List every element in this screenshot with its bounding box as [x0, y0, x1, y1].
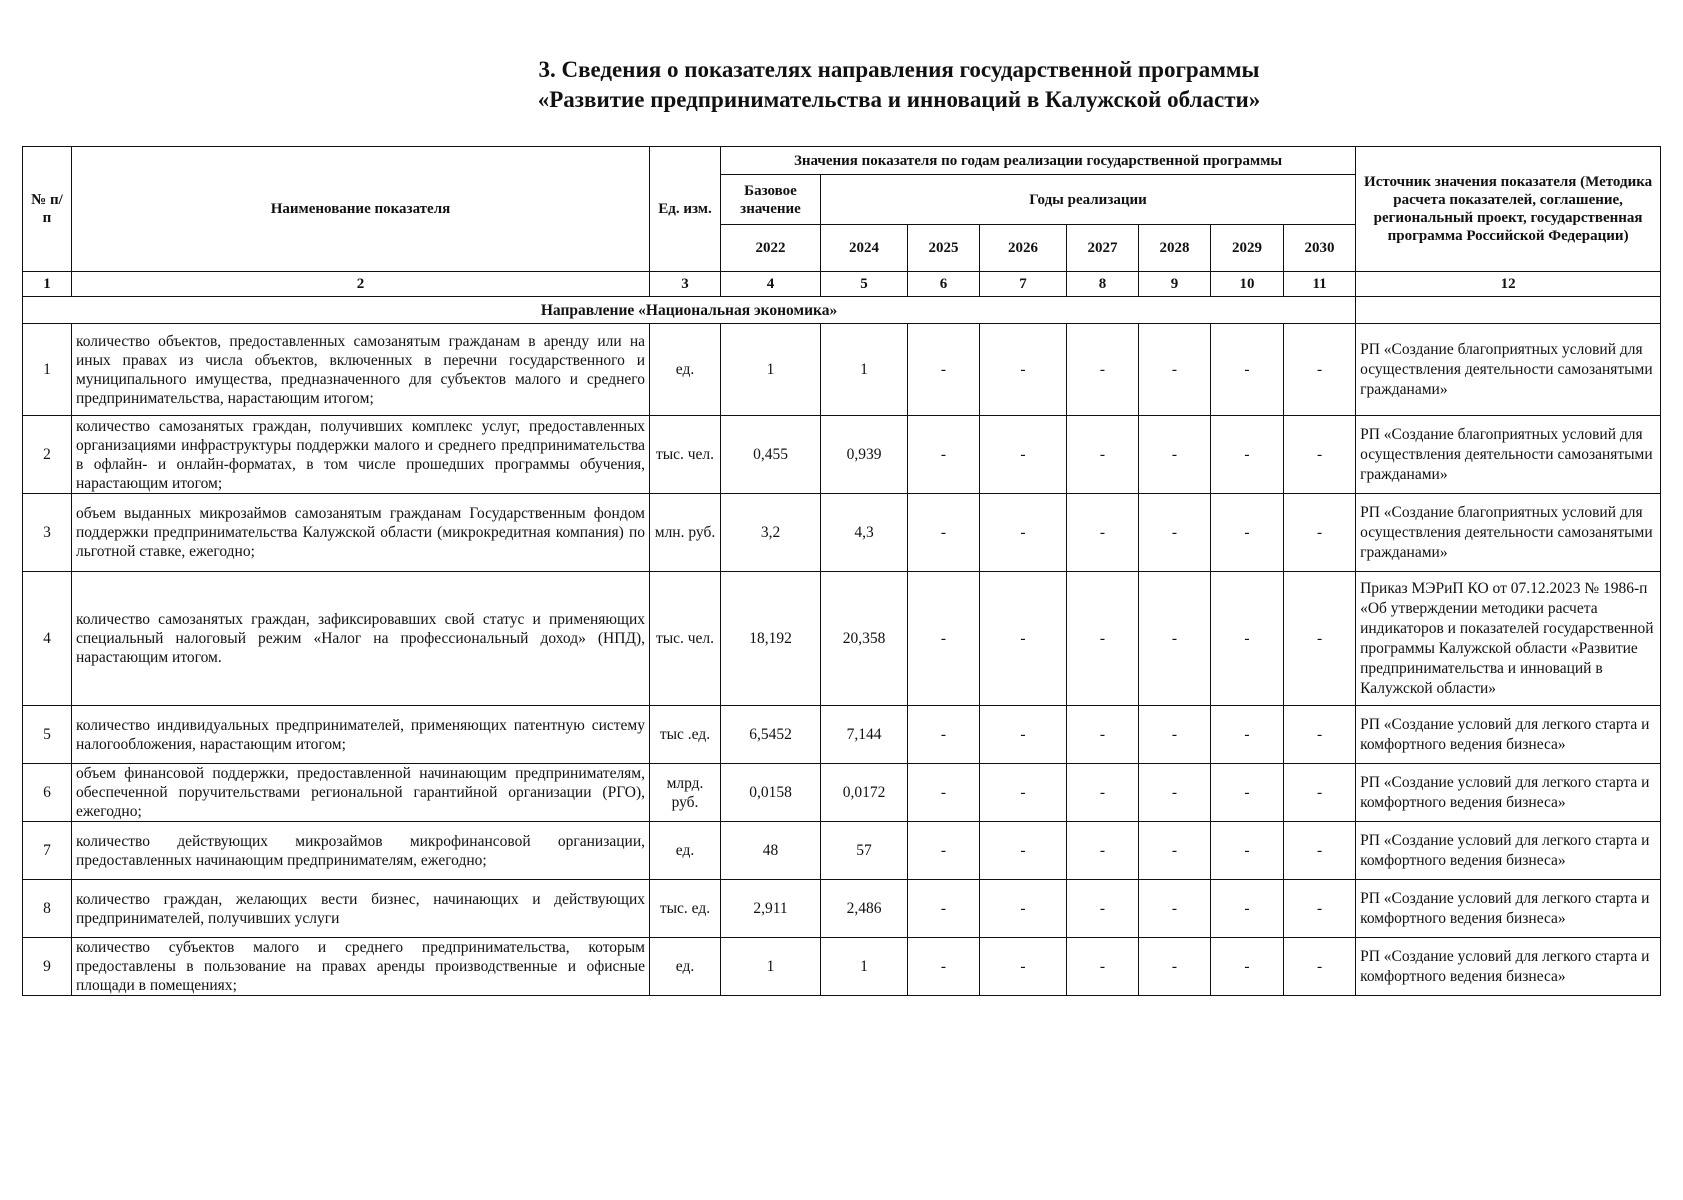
- table-row: [23, 822, 1661, 880]
- column-number: 7: [980, 272, 1067, 297]
- value-cell: -: [1284, 416, 1356, 494]
- value-cell: -: [1139, 764, 1211, 822]
- source-cell: РП «Создание условий для легкого старта и комфортного ведения бизнеса»: [1356, 822, 1661, 880]
- source-cell: РП «Создание условий для легкого старта и комфортного ведения бизнеса»: [1356, 938, 1661, 996]
- value-cell: -: [908, 822, 980, 880]
- header-source: Источник значения показателя (Методика расчета показателей, соглашение, региональный проект, государственная программа Российской Федерации): [1356, 147, 1661, 272]
- column-numbers-row: [23, 272, 1661, 297]
- value-cell: -: [980, 822, 1067, 880]
- unit: ед.: [650, 938, 721, 996]
- value-cell: -: [1284, 494, 1356, 572]
- value-cell: -: [1139, 880, 1211, 938]
- row-number: 3: [23, 494, 72, 572]
- value-cell: -: [980, 706, 1067, 764]
- column-number: 12: [1356, 272, 1661, 297]
- value-cell: -: [1067, 494, 1139, 572]
- value-cell: -: [980, 416, 1067, 494]
- value-cell: -: [1067, 822, 1139, 880]
- table-row: [23, 416, 1661, 494]
- value-cell: -: [1211, 572, 1284, 706]
- value-cell: 2,486: [821, 880, 908, 938]
- source-cell: Приказ МЭРиП КО от 07.12.2023 № 1986-п «Об утверждении методики расчета индикаторов и показателей государственной программы Калужской области «Развитие предпринимательства и инноваций в Калужской области»: [1356, 572, 1661, 706]
- unit: тыс. ед.: [650, 880, 721, 938]
- value-cell: -: [908, 880, 980, 938]
- header-year: 2024: [821, 225, 908, 272]
- value-cell: -: [1139, 822, 1211, 880]
- value-cell: -: [1211, 416, 1284, 494]
- indicator-name: количество самозанятых граждан, получивших комплекс услуг, предоставленных организациями инфраструктуры поддержки малого и среднего предпринимательства в офлайн- и онлайн-форматах, в том числе прошедших программы обучения, нарастающим итогом;: [72, 416, 650, 494]
- title-line-1: 3. Сведения о показателях направления государственной программы: [538, 57, 1260, 82]
- section-heading: Направление «Национальная экономика»: [23, 297, 1356, 324]
- value-cell: -: [980, 880, 1067, 938]
- unit: тыс. чел.: [650, 572, 721, 706]
- value-cell: -: [1139, 572, 1211, 706]
- unit: ед.: [650, 822, 721, 880]
- table-row: [23, 764, 1661, 822]
- indicator-name: объем финансовой поддержки, предоставленной начинающим предпринимателям, обеспеченной поручительствами региональной гарантийной организации (РГО), ежегодно;: [72, 764, 650, 822]
- value-cell: -: [908, 324, 980, 416]
- value-cell: -: [980, 324, 1067, 416]
- value-cell: -: [1067, 938, 1139, 996]
- header-name: Наименование показателя: [72, 147, 650, 272]
- source-cell: РП «Создание условий для легкого старта и комфортного ведения бизнеса»: [1356, 880, 1661, 938]
- value-cell: -: [1211, 494, 1284, 572]
- value-cell: -: [1139, 416, 1211, 494]
- row-number: 6: [23, 764, 72, 822]
- header-base: Базовое значение: [721, 175, 821, 225]
- table-row: [23, 706, 1661, 764]
- value-cell: -: [980, 572, 1067, 706]
- value-cell: -: [1139, 938, 1211, 996]
- document-title: [0, 55, 1683, 115]
- value-cell: -: [1067, 706, 1139, 764]
- indicator-name: количество индивидуальных предпринимателей, применяющих патентную систему налогообложения, нарастающим итогом;: [72, 706, 650, 764]
- column-number: 8: [1067, 272, 1139, 297]
- row-number: 2: [23, 416, 72, 494]
- column-number: 6: [908, 272, 980, 297]
- value-cell: -: [1139, 706, 1211, 764]
- value-cell: -: [1284, 938, 1356, 996]
- column-number: 10: [1211, 272, 1284, 297]
- value-cell: 0,0172: [821, 764, 908, 822]
- column-number: 1: [23, 272, 72, 297]
- table-row: [23, 324, 1661, 416]
- source-cell: РП «Создание условий для легкого старта и комфортного ведения бизнеса»: [1356, 764, 1661, 822]
- section-source-cell: [1356, 297, 1661, 324]
- column-number: 4: [721, 272, 821, 297]
- value-cell: -: [908, 416, 980, 494]
- header-year: 2022: [721, 225, 821, 272]
- unit: тыс .ед.: [650, 706, 721, 764]
- value-cell: -: [1067, 324, 1139, 416]
- header-year: 2027: [1067, 225, 1139, 272]
- value-cell: 57: [821, 822, 908, 880]
- header-unit: Ед. изм.: [650, 147, 721, 272]
- value-cell: -: [980, 494, 1067, 572]
- value-cell: -: [1211, 880, 1284, 938]
- value-cell: 2,911: [721, 880, 821, 938]
- indicator-name: количество самозанятых граждан, зафиксировавших свой статус и применяющих специальный налоговый режим «Налог на профессиональный доход» (НПД), нарастающим итогом.: [72, 572, 650, 706]
- column-number: 9: [1139, 272, 1211, 297]
- column-number: 3: [650, 272, 721, 297]
- value-cell: -: [1067, 880, 1139, 938]
- value-cell: -: [1284, 324, 1356, 416]
- header-year: 2026: [980, 225, 1067, 272]
- table-row: [23, 880, 1661, 938]
- value-cell: -: [1139, 324, 1211, 416]
- value-cell: -: [1284, 764, 1356, 822]
- value-cell: 48: [721, 822, 821, 880]
- value-cell: -: [1211, 938, 1284, 996]
- value-cell: -: [1284, 572, 1356, 706]
- value-cell: -: [1284, 822, 1356, 880]
- source-cell: РП «Создание условий для легкого старта и комфортного ведения бизнеса»: [1356, 706, 1661, 764]
- indicator-name: количество граждан, желающих вести бизнес, начинающих и действующих предпринимателей, получивших услуги: [72, 880, 650, 938]
- value-cell: -: [1067, 416, 1139, 494]
- value-cell: 1: [821, 324, 908, 416]
- value-cell: -: [908, 572, 980, 706]
- unit: млн. руб.: [650, 494, 721, 572]
- value-cell: 1: [721, 938, 821, 996]
- value-cell: -: [1284, 706, 1356, 764]
- indicator-name: количество субъектов малого и среднего предпринимательства, которым предоставлены в пользование на правах аренды производственные и офисные площади в помещениях;: [72, 938, 650, 996]
- value-cell: -: [1067, 764, 1139, 822]
- value-cell: 6,5452: [721, 706, 821, 764]
- value-cell: -: [908, 494, 980, 572]
- row-number: 9: [23, 938, 72, 996]
- value-cell: -: [980, 764, 1067, 822]
- value-cell: -: [908, 764, 980, 822]
- value-cell: -: [1211, 324, 1284, 416]
- value-cell: 0,0158: [721, 764, 821, 822]
- column-number: 5: [821, 272, 908, 297]
- header-year: 2029: [1211, 225, 1284, 272]
- row-number: 7: [23, 822, 72, 880]
- column-number: 11: [1284, 272, 1356, 297]
- value-cell: -: [908, 706, 980, 764]
- unit: тыс. чел.: [650, 416, 721, 494]
- row-number: 1: [23, 324, 72, 416]
- table-row: [23, 494, 1661, 572]
- value-cell: -: [1067, 572, 1139, 706]
- indicator-name: количество действующих микрозаймов микрофинансовой организации, предоставленных начинающим предпринимателям, ежегодно;: [72, 822, 650, 880]
- header-year: 2030: [1284, 225, 1356, 272]
- unit: ед.: [650, 324, 721, 416]
- indicator-name: объем выданных микрозаймов самозанятым гражданам Государственным фондом поддержки предпринимательства Калужской области (микрокредитная компания) по льготной ставке, ежегодно;: [72, 494, 650, 572]
- indicators-table: [22, 146, 1661, 996]
- source-cell: РП «Создание благоприятных условий для осуществления деятельности самозанятыми гражданами»: [1356, 494, 1661, 572]
- value-cell: -: [1139, 494, 1211, 572]
- value-cell: 1: [821, 938, 908, 996]
- value-cell: -: [980, 938, 1067, 996]
- source-cell: РП «Создание благоприятных условий для осуществления деятельности самозанятыми гражданами»: [1356, 324, 1661, 416]
- header-values-group: Значения показателя по годам реализации государственной программы: [721, 147, 1356, 175]
- value-cell: 7,144: [821, 706, 908, 764]
- value-cell: -: [1211, 706, 1284, 764]
- row-number: 5: [23, 706, 72, 764]
- value-cell: -: [908, 938, 980, 996]
- row-number: 8: [23, 880, 72, 938]
- value-cell: -: [1211, 822, 1284, 880]
- source-cell: РП «Создание благоприятных условий для осуществления деятельности самозанятыми гражданами»: [1356, 416, 1661, 494]
- column-number: 2: [72, 272, 650, 297]
- header-num: № п/п: [23, 147, 72, 272]
- header-years-group: Годы реализации: [821, 175, 1356, 225]
- header-year: 2025: [908, 225, 980, 272]
- value-cell: 0,939: [821, 416, 908, 494]
- row-number: 4: [23, 572, 72, 706]
- indicator-name: количество объектов, предоставленных самозанятым гражданам в аренду или на иных правах из числа объектов, включенных в перечни государственного и муниципального имущества, предназначенного для субъектов малого и среднего предпринимательства, нарастающим итогом;: [72, 324, 650, 416]
- value-cell: -: [1284, 880, 1356, 938]
- unit: млрд. руб.: [650, 764, 721, 822]
- value-cell: 1: [721, 324, 821, 416]
- table-row: [23, 938, 1661, 996]
- value-cell: 0,455: [721, 416, 821, 494]
- title-line-2: «Развитие предпринимательства и инноваций в Калужской области»: [537, 87, 1261, 112]
- header-year: 2028: [1139, 225, 1211, 272]
- value-cell: 18,192: [721, 572, 821, 706]
- table-row: [23, 572, 1661, 706]
- value-cell: 20,358: [821, 572, 908, 706]
- value-cell: -: [1211, 764, 1284, 822]
- value-cell: 3,2: [721, 494, 821, 572]
- value-cell: 4,3: [821, 494, 908, 572]
